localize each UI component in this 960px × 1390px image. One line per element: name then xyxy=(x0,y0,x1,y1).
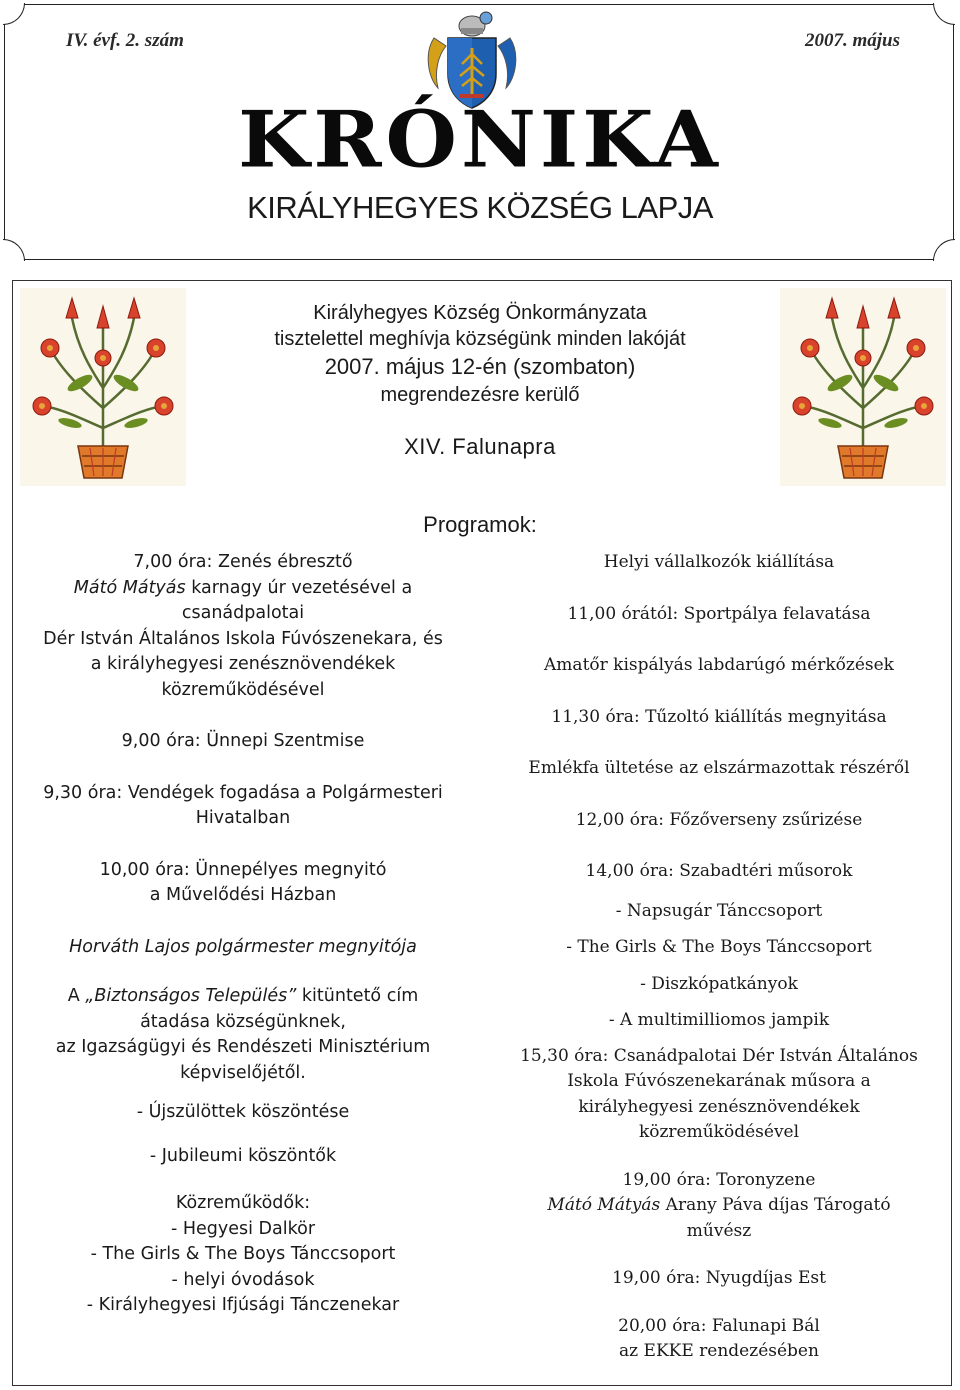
person-name: Mátó Mátyás xyxy=(73,577,186,598)
folk-flower-pot-illustration xyxy=(780,288,946,486)
newspaper-subtitle: KIRÁLYHEGYES KÖZSÉG LAPJA xyxy=(247,190,713,225)
invitation-block xyxy=(200,300,760,460)
performers-list xyxy=(486,899,952,1034)
program-item: Horváth Lajos polgármester megnyitója xyxy=(69,936,417,957)
frame-corner xyxy=(3,239,25,261)
program-item: 15,30 óra: Csanádpalotai Dér István Általános Iskola Fúvószenekarának műsora a királyhegyesi zenésznövendékek közreműködésével xyxy=(520,1045,918,1142)
frame-corner xyxy=(933,239,955,261)
invitation-date: 2007. május 12-én (szombaton) xyxy=(324,354,636,379)
program-item: A „Biztonságos Település” kitüntető cím átadása községünknek, az Igazságügyi és Rendészeti Minisztérium képviselőjétől. xyxy=(55,986,431,1083)
list-item: - Diszkópatkányok xyxy=(640,973,798,994)
list-item: - Királyhegyesi Ifjúsági Tánczenekar xyxy=(86,1295,400,1315)
invitation-line: megrendezésre kerülő xyxy=(380,384,580,406)
program-item: 19,00 óra: Toronyzene Mátó Mátyás Arany Páva díjas Tárogató művész xyxy=(547,1169,891,1241)
program-item: 10,00 óra: Ünnepélyes megnyitó a Művelődési Házban xyxy=(99,859,387,905)
issue-number: IV. évf. 2. szám xyxy=(66,30,184,51)
list-item: - Napsugár Tánccsoport xyxy=(615,900,823,921)
program-column-right xyxy=(486,550,952,1365)
list-item: - Hegyesi Dalkör xyxy=(170,1218,316,1239)
person-name: Mátó Mátyás xyxy=(547,1195,661,1215)
programs-heading: Programok: xyxy=(423,512,537,537)
program-item: 9,00 óra: Ünnepi Szentmise xyxy=(121,731,365,751)
event-name: XIV. Falunapra xyxy=(404,434,556,459)
program-item: 11,30 óra: Tűzoltó kiállítás megnyitása xyxy=(551,706,887,727)
program-item: 9,30 óra: Vendégek fogadása a Polgármesteri Hivatalban xyxy=(43,782,443,828)
program-item: - Jubileumi köszöntők xyxy=(149,1145,337,1166)
list-item: - A multimilliomos jampik xyxy=(608,1010,830,1030)
program-item: 12,00 óra: Főzőverseny zsűrizése xyxy=(575,809,863,830)
contributors-list xyxy=(12,1191,474,1319)
program-item: 11,00 órától: Sportpálya felavatása xyxy=(567,603,871,624)
program-item: Amatőr kispályás labdarúgó mérkőzések xyxy=(544,655,894,675)
newspaper-title: KRÓNIKA xyxy=(238,94,722,186)
program-item: 14,00 óra: Szabadtéri műsorok xyxy=(585,861,853,881)
list-item: - The Girls & The Boys Tánccsoport xyxy=(566,937,872,957)
program-item: Emlékfa ültetése az elszármazottak részéről xyxy=(528,758,910,778)
folk-flower-pot-illustration xyxy=(20,288,186,486)
frame-corner xyxy=(3,3,25,25)
issue-date: 2007. május xyxy=(804,30,900,51)
program-item: 20,00 óra: Falunapi Bál az EKKE rendezésében xyxy=(618,1315,820,1361)
contributors-heading: Közreműködők: xyxy=(175,1193,311,1213)
list-item: - helyi óvodások xyxy=(171,1269,315,1290)
program-item: Helyi vállalkozók kiállítása xyxy=(603,552,835,572)
program-item: 19,00 óra: Nyugdíjas Est xyxy=(612,1268,826,1288)
program-item: - Újszülöttek köszöntése xyxy=(136,1102,350,1122)
list-item: - The Girls & The Boys Tánccsoport xyxy=(90,1244,396,1264)
invitation-line: Királyhegyes Község Önkormányzata xyxy=(313,302,647,324)
program-item: 7,00 óra: Zenés ébresztő Mátó Mátyás karnagy úr vezetésével a csanádpalotai Dér István Általános Iskola Fúvószenekara, és a királyhegyesi zenésznövendékek közreműködésével xyxy=(43,552,443,700)
program-column-left xyxy=(12,550,474,1319)
invitation-line: tisztelettel meghívja községünk minden lakóját xyxy=(274,328,686,350)
frame-corner xyxy=(933,3,955,25)
